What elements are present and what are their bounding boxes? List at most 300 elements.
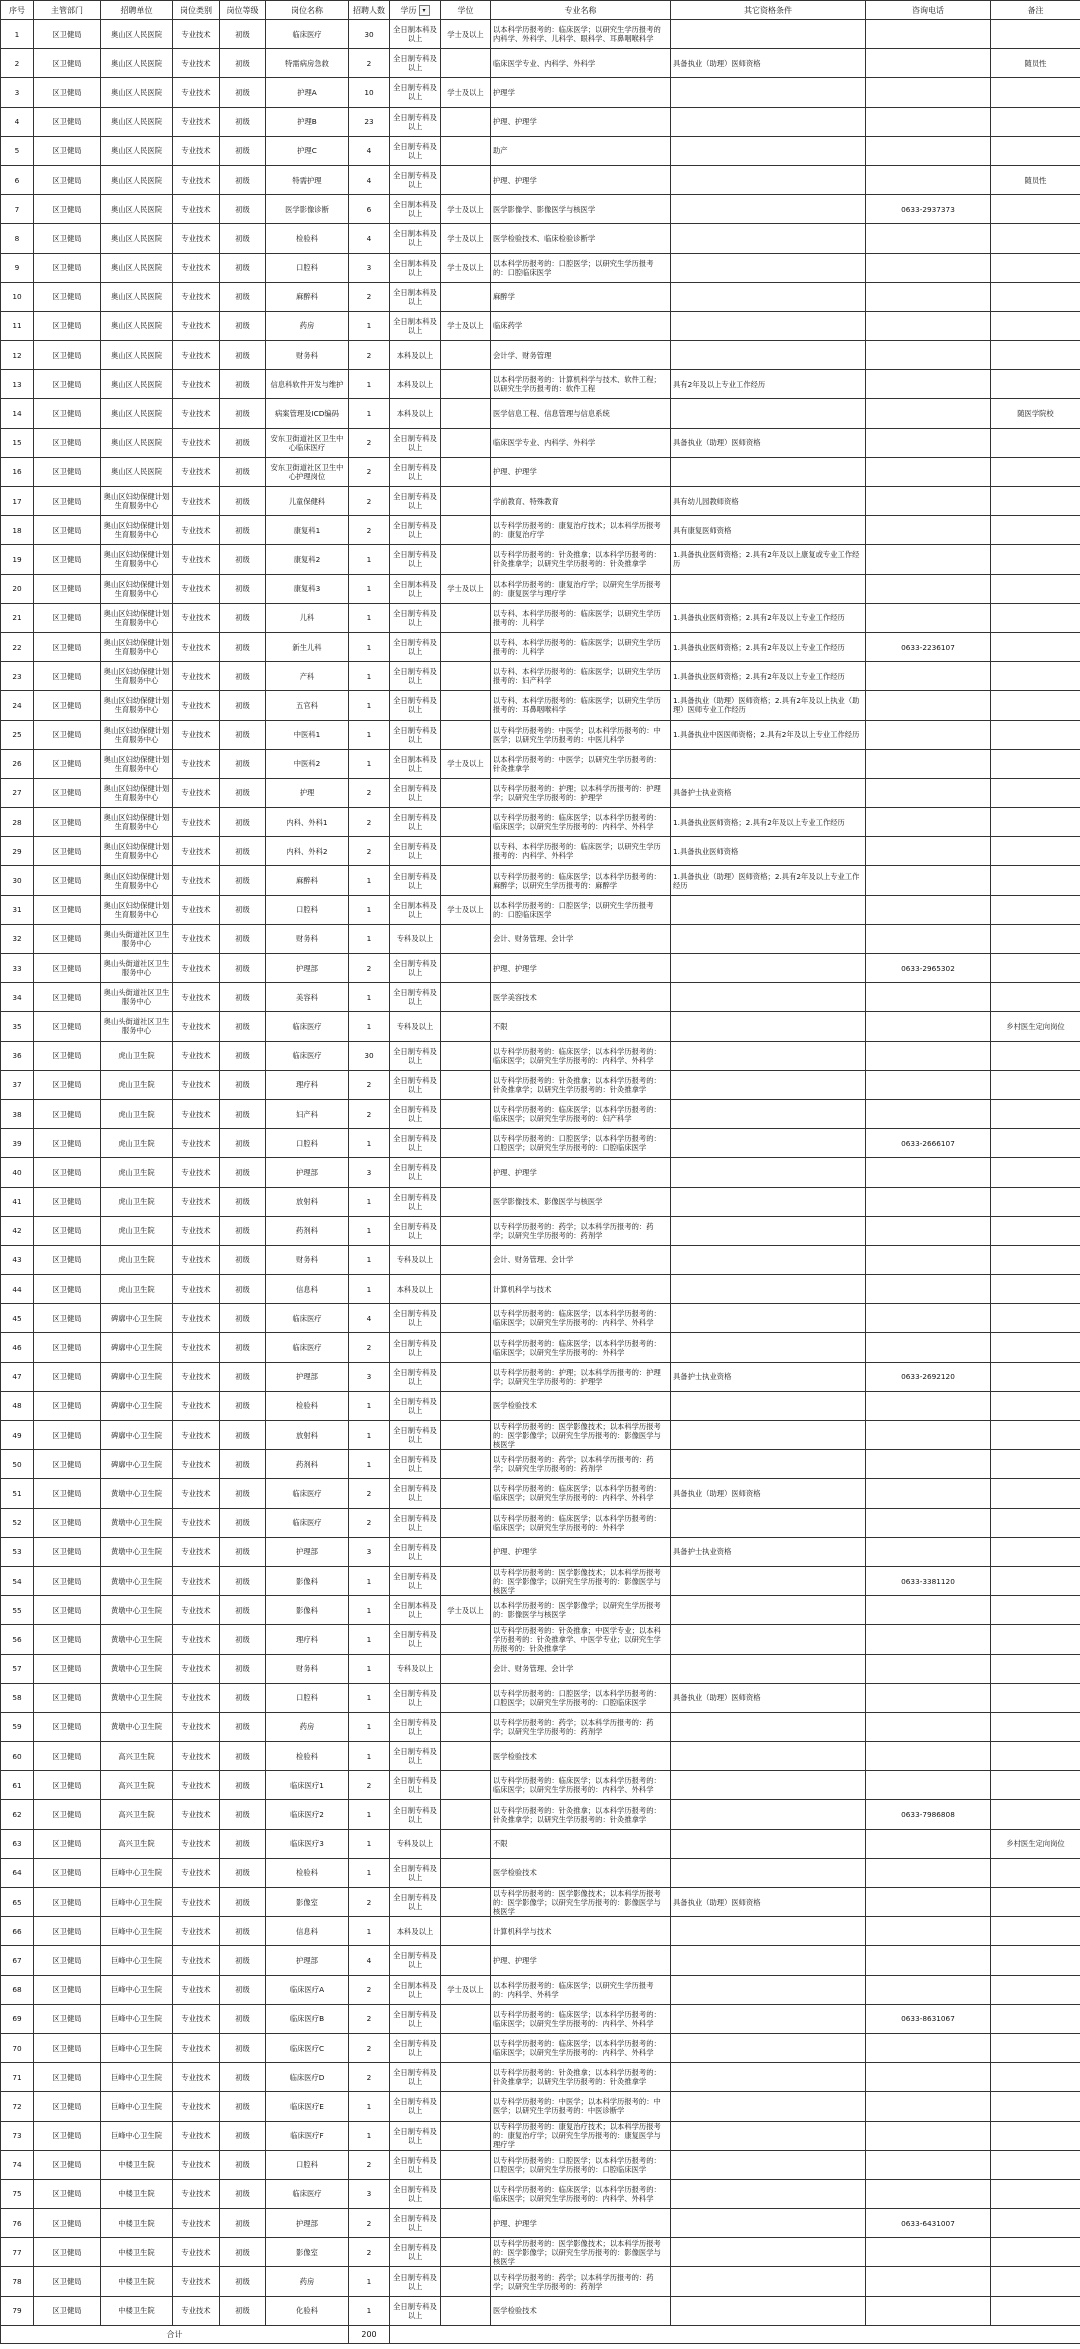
cell-post-level: 初级: [220, 545, 266, 574]
cell-major: 以专科学历报考的：口腔医学；以本科学历报考的：口腔医学；以研究生学历报考的：口腔临床医学: [491, 1683, 671, 1712]
cell-remarks: [991, 2238, 1080, 2267]
cell-remarks: [991, 370, 1080, 399]
table-row: [1, 428, 1080, 457]
cell-other-requirements: [671, 311, 866, 340]
cell-employer: 虎山卫生院: [101, 1129, 173, 1158]
cell-count: 3: [349, 1362, 390, 1391]
table-row: [1, 2296, 1080, 2325]
cell-count: 4: [349, 1304, 390, 1333]
cell-post-level: 初级: [220, 253, 266, 282]
cell-employer: 奥山区人民医院: [101, 195, 173, 224]
cell-other-requirements: [671, 1975, 866, 2004]
cell-employer: 巨峰中心卫生院: [101, 2033, 173, 2062]
cell-employer: 碑廓中心卫生院: [101, 1333, 173, 1362]
cell-post-level: 初级: [220, 282, 266, 311]
cell-count: 2: [349, 1771, 390, 1800]
cell-seq: 20: [1, 574, 34, 603]
cell-major: 以专科学历报考的：口腔医学；以本科学历报考的：口腔医学；以研究生学历报考的：口腔临床医学: [491, 2150, 671, 2179]
cell-employer: 奥山头街道社区卫生服务中心: [101, 954, 173, 983]
cell-major: 学前教育、特殊教育: [491, 487, 671, 516]
cell-employer: 奥山头街道社区卫生服务中心: [101, 1012, 173, 1041]
cell-phone: [866, 1829, 991, 1858]
cell-other-requirements: [671, 1712, 866, 1741]
cell-phone: [866, 2267, 991, 2296]
cell-employer: 巨峰中心卫生院: [101, 2004, 173, 2033]
cell-major: 以专科学历报考的：临床医学；以本科学历报考的：临床医学；以研究生学历报考的：内科学、外科学: [491, 1479, 671, 1508]
cell-seq: 78: [1, 2267, 34, 2296]
cell-post-name: 临床医疗E: [266, 2092, 349, 2121]
cell-post-level: 初级: [220, 1800, 266, 1829]
cell-count: 1: [349, 1829, 390, 1858]
table-row: [1, 1712, 1080, 1741]
cell-count: 1: [349, 370, 390, 399]
cell-post-category: 专业技术: [173, 1596, 220, 1625]
cell-department: 区卫健局: [34, 20, 101, 49]
cell-department: 区卫健局: [34, 136, 101, 165]
table-row: [1, 1129, 1080, 1158]
cell-education: 专科及以上: [390, 1829, 441, 1858]
cell-post-name: 临床医疗3: [266, 1829, 349, 1858]
cell-post-level: 初级: [220, 1333, 266, 1362]
table-row: [1, 1537, 1080, 1566]
cell-post-category: 专业技术: [173, 954, 220, 983]
cell-degree: [441, 2063, 491, 2092]
cell-major: 以专科学历报考的：护理；以本科学历报考的：护理学；以研究生学历报考的：护理学: [491, 778, 671, 807]
table-row: [1, 2092, 1080, 2121]
table-row: [1, 1946, 1080, 1975]
cell-post-level: 初级: [220, 866, 266, 895]
cell-remarks: [991, 1712, 1080, 1741]
cell-phone: [866, 457, 991, 486]
cell-post-name: 口腔科: [266, 895, 349, 924]
cell-post-level: 初级: [220, 1771, 266, 1800]
cell-seq: 53: [1, 1537, 34, 1566]
cell-count: 2: [349, 516, 390, 545]
cell-degree: [441, 1479, 491, 1508]
cell-employer: 虎山卫生院: [101, 1275, 173, 1304]
header-other-requirements: 其它资格条件: [671, 1, 866, 20]
cell-phone: [866, 1421, 991, 1450]
cell-remarks: [991, 2121, 1080, 2150]
cell-other-requirements: [671, 1450, 866, 1479]
cell-post-name: 理疗科: [266, 1625, 349, 1654]
cell-seq: 62: [1, 1800, 34, 1829]
cell-post-name: 产科: [266, 662, 349, 691]
cell-department: 区卫健局: [34, 895, 101, 924]
cell-education: 全日制专科及以上: [390, 2063, 441, 2092]
cell-department: 区卫健局: [34, 165, 101, 194]
cell-phone: [866, 49, 991, 78]
table-row: [1, 603, 1080, 632]
cell-count: 4: [349, 224, 390, 253]
cell-post-level: 初级: [220, 457, 266, 486]
cell-count: 4: [349, 165, 390, 194]
cell-count: 2: [349, 1975, 390, 2004]
cell-department: 区卫健局: [34, 1975, 101, 2004]
cell-major: 以专科学历报考的：口腔医学；以本科学历报考的：口腔医学；以研究生学历报考的：口腔临床医学: [491, 1129, 671, 1158]
cell-employer: 奥山区人民医院: [101, 49, 173, 78]
cell-education: 全日制本科及以上: [390, 195, 441, 224]
cell-remarks: [991, 428, 1080, 457]
cell-post-category: 专业技术: [173, 2004, 220, 2033]
cell-remarks: [991, 749, 1080, 778]
cell-phone: [866, 1333, 991, 1362]
cell-remarks: [991, 866, 1080, 895]
table-row: [1, 399, 1080, 428]
cell-employer: 奥山区人民医院: [101, 78, 173, 107]
cell-post-level: 初级: [220, 1712, 266, 1741]
cell-degree: 学士及以上: [441, 749, 491, 778]
cell-post-level: 初级: [220, 924, 266, 953]
cell-education: 全日制专科及以上: [390, 632, 441, 661]
cell-remarks: [991, 1450, 1080, 1479]
table-row: [1, 2150, 1080, 2179]
cell-post-name: 病案管理及ICD编码: [266, 399, 349, 428]
cell-education: 全日制专科及以上: [390, 1888, 441, 1917]
cell-other-requirements: [671, 1216, 866, 1245]
cell-education: 全日制专科及以上: [390, 1800, 441, 1829]
cell-count: 1: [349, 1421, 390, 1450]
cell-education: 全日制专科及以上: [390, 2238, 441, 2267]
cell-seq: 64: [1, 1858, 34, 1887]
cell-employer: 巨峰中心卫生院: [101, 1858, 173, 1887]
cell-employer: 巨峰中心卫生院: [101, 1917, 173, 1946]
cell-phone: [866, 1479, 991, 1508]
cell-post-category: 专业技术: [173, 2296, 220, 2325]
cell-department: 区卫健局: [34, 1917, 101, 1946]
cell-other-requirements: 具备执业（助理）医师资格: [671, 428, 866, 457]
cell-post-level: 初级: [220, 1391, 266, 1420]
cell-remarks: [991, 1275, 1080, 1304]
cell-major: 护理、护理学: [491, 1158, 671, 1187]
cell-employer: 奥山区妇幼保健计划生育服务中心: [101, 866, 173, 895]
cell-seq: 1: [1, 20, 34, 49]
cell-seq: 71: [1, 2063, 34, 2092]
cell-education: 全日制专科及以上: [390, 2267, 441, 2296]
cell-degree: [441, 1245, 491, 1274]
cell-phone: [866, 136, 991, 165]
cell-other-requirements: [671, 1070, 866, 1099]
cell-other-requirements: [671, 1829, 866, 1858]
cell-employer: 虎山卫生院: [101, 1099, 173, 1128]
cell-post-name: 信息科软件开发与维护: [266, 370, 349, 399]
cell-seq: 48: [1, 1391, 34, 1420]
cell-major: 以专科、本科学历报考的：临床医学；以研究生学历报考的：儿科学: [491, 603, 671, 632]
cell-post-level: 初级: [220, 1041, 266, 1070]
cell-employer: 中楼卫生院: [101, 2238, 173, 2267]
cell-post-category: 专业技术: [173, 1070, 220, 1099]
cell-other-requirements: 具有康复医师资格: [671, 516, 866, 545]
cell-remarks: [991, 2296, 1080, 2325]
cell-phone: [866, 1771, 991, 1800]
cell-post-level: 初级: [220, 487, 266, 516]
cell-department: 区卫健局: [34, 1187, 101, 1216]
cell-remarks: [991, 924, 1080, 953]
cell-other-requirements: [671, 136, 866, 165]
cell-post-category: 专业技术: [173, 1187, 220, 1216]
cell-remarks: [991, 1129, 1080, 1158]
cell-department: 区卫健局: [34, 1245, 101, 1274]
cell-employer: 巨峰中心卫生院: [101, 1975, 173, 2004]
cell-count: 2: [349, 954, 390, 983]
cell-count: 1: [349, 2296, 390, 2325]
cell-post-category: 专业技术: [173, 1245, 220, 1274]
cell-seq: 4: [1, 107, 34, 136]
cell-post-category: 专业技术: [173, 545, 220, 574]
cell-seq: 28: [1, 808, 34, 837]
cell-remarks: [991, 574, 1080, 603]
cell-education: 全日制专科及以上: [390, 1508, 441, 1537]
cell-education: 全日制专科及以上: [390, 2121, 441, 2150]
header-major: 专业名称: [491, 1, 671, 20]
cell-remarks: [991, 1654, 1080, 1683]
cell-post-level: 初级: [220, 516, 266, 545]
cell-major: 以专科、本科学历报考的：临床医学；以研究生学历报考的：耳鼻咽喉科学: [491, 691, 671, 720]
cell-education: 全日制专科及以上: [390, 2004, 441, 2033]
cell-count: 1: [349, 2121, 390, 2150]
cell-post-name: 信息科: [266, 1917, 349, 1946]
cell-seq: 27: [1, 778, 34, 807]
cell-phone: [866, 603, 991, 632]
cell-degree: [441, 545, 491, 574]
cell-post-category: 专业技术: [173, 2267, 220, 2296]
cell-other-requirements: [671, 2267, 866, 2296]
cell-education: 全日制专科及以上: [390, 837, 441, 866]
cell-post-name: 护理: [266, 778, 349, 807]
cell-remarks: [991, 1917, 1080, 1946]
cell-phone: [866, 1917, 991, 1946]
cell-major: 医学信息工程、信息管理与信息系统: [491, 399, 671, 428]
cell-count: 1: [349, 1129, 390, 1158]
table-row: [1, 1275, 1080, 1304]
cell-other-requirements: [671, 1742, 866, 1771]
cell-post-name: 护理B: [266, 107, 349, 136]
cell-post-level: 初级: [220, 399, 266, 428]
cell-post-name: 影像科: [266, 1566, 349, 1595]
cell-post-level: 初级: [220, 749, 266, 778]
cell-education: 全日制专科及以上: [390, 2209, 441, 2238]
cell-post-category: 专业技术: [173, 1975, 220, 2004]
cell-employer: 高兴卫生院: [101, 1771, 173, 1800]
cell-department: 区卫健局: [34, 720, 101, 749]
cell-department: 区卫健局: [34, 866, 101, 895]
cell-degree: 学士及以上: [441, 224, 491, 253]
cell-other-requirements: 具备执业（助理）医师资格: [671, 1683, 866, 1712]
cell-employer: 奥山区妇幼保健计划生育服务中心: [101, 603, 173, 632]
cell-seq: 15: [1, 428, 34, 457]
cell-post-category: 专业技术: [173, 78, 220, 107]
cell-post-category: 专业技术: [173, 1917, 220, 1946]
cell-post-level: 初级: [220, 1129, 266, 1158]
cell-phone: [866, 341, 991, 370]
table-row: [1, 1829, 1080, 1858]
table-row: [1, 1041, 1080, 1070]
cell-post-category: 专业技术: [173, 2033, 220, 2062]
cell-employer: 巨峰中心卫生院: [101, 2121, 173, 2150]
cell-count: 1: [349, 603, 390, 632]
cell-phone: [866, 983, 991, 1012]
cell-count: 2: [349, 2004, 390, 2033]
cell-major: 医学检验技术: [491, 1858, 671, 1887]
cell-phone: [866, 1537, 991, 1566]
cell-post-name: 临床医疗2: [266, 1800, 349, 1829]
cell-post-category: 专业技术: [173, 1712, 220, 1741]
cell-post-level: 初级: [220, 2092, 266, 2121]
cell-count: 2: [349, 2209, 390, 2238]
cell-seq: 75: [1, 2179, 34, 2208]
cell-department: 区卫健局: [34, 1391, 101, 1420]
cell-employer: 巨峰中心卫生院: [101, 1888, 173, 1917]
cell-major: 以专科学历报考的：护理；以本科学历报考的：护理学；以研究生学历报考的：护理学: [491, 1362, 671, 1391]
cell-post-category: 专业技术: [173, 1333, 220, 1362]
cell-department: 区卫健局: [34, 1771, 101, 1800]
cell-major: 助产: [491, 136, 671, 165]
cell-post-category: 专业技术: [173, 1888, 220, 1917]
cell-count: 2: [349, 487, 390, 516]
cell-department: 区卫健局: [34, 1450, 101, 1479]
cell-count: 2: [349, 1888, 390, 1917]
cell-phone: [866, 1070, 991, 1099]
cell-seq: 18: [1, 516, 34, 545]
cell-count: 1: [349, 1187, 390, 1216]
cell-post-name: 新生儿科: [266, 632, 349, 661]
cell-seq: 54: [1, 1566, 34, 1595]
cell-education: 全日制本科及以上: [390, 311, 441, 340]
cell-count: 2: [349, 1333, 390, 1362]
header-department: 主管部门: [34, 1, 101, 20]
cell-other-requirements: [671, 1245, 866, 1274]
cell-post-category: 专业技术: [173, 1537, 220, 1566]
cell-count: 1: [349, 895, 390, 924]
cell-post-name: 信息科: [266, 1275, 349, 1304]
cell-remarks: [991, 808, 1080, 837]
cell-phone: 0633-2692120: [866, 1362, 991, 1391]
cell-remarks: [991, 341, 1080, 370]
cell-seq: 68: [1, 1975, 34, 2004]
cell-department: 区卫健局: [34, 2238, 101, 2267]
cell-post-name: 麻醉科: [266, 866, 349, 895]
cell-count: 1: [349, 1566, 390, 1595]
cell-degree: [441, 2179, 491, 2208]
cell-other-requirements: 具备执业（助理）医师资格: [671, 49, 866, 78]
cell-remarks: [991, 1975, 1080, 2004]
table-row: [1, 224, 1080, 253]
cell-employer: 中楼卫生院: [101, 2209, 173, 2238]
cell-employer: 奥山头街道社区卫生服务中心: [101, 983, 173, 1012]
cell-remarks: [991, 1683, 1080, 1712]
cell-post-level: 初级: [220, 1070, 266, 1099]
cell-employer: 奥山区妇幼保健计划生育服务中心: [101, 895, 173, 924]
cell-post-name: 护理部: [266, 954, 349, 983]
cell-department: 区卫健局: [34, 1275, 101, 1304]
cell-education: 全日制本科及以上: [390, 20, 441, 49]
cell-other-requirements: 具备护士执业资格: [671, 1537, 866, 1566]
cell-major: 医学影像技术、影像医学与核医学: [491, 1187, 671, 1216]
header-post-category: 岗位类别: [173, 1, 220, 20]
cell-degree: [441, 1275, 491, 1304]
cell-post-name: 医学影像诊断: [266, 195, 349, 224]
cell-employer: 黄墩中心卫生院: [101, 1566, 173, 1595]
cell-post-level: 初级: [220, 224, 266, 253]
cell-major: 计算机科学与技术: [491, 1275, 671, 1304]
cell-post-name: 儿童保健科: [266, 487, 349, 516]
cell-other-requirements: [671, 2296, 866, 2325]
cell-count: 2: [349, 1099, 390, 1128]
cell-education: 全日制专科及以上: [390, 1858, 441, 1887]
cell-department: 区卫健局: [34, 224, 101, 253]
cell-post-level: 初级: [220, 2267, 266, 2296]
header-seq: 序号: [1, 1, 34, 20]
cell-phone: [866, 1450, 991, 1479]
cell-other-requirements: [671, 2179, 866, 2208]
cell-post-name: 放射科: [266, 1421, 349, 1450]
cell-phone: [866, 2150, 991, 2179]
cell-phone: [866, 1742, 991, 1771]
cell-seq: 50: [1, 1450, 34, 1479]
cell-phone: [866, 778, 991, 807]
cell-other-requirements: [671, 1391, 866, 1420]
cell-remarks: [991, 778, 1080, 807]
cell-post-level: 初级: [220, 1450, 266, 1479]
cell-remarks: [991, 2179, 1080, 2208]
cell-degree: [441, 1771, 491, 1800]
cell-education: 全日制专科及以上: [390, 691, 441, 720]
cell-education: 全日制专科及以上: [390, 1391, 441, 1420]
cell-post-category: 专业技术: [173, 49, 220, 78]
cell-phone: [866, 1245, 991, 1274]
cell-phone: [866, 253, 991, 282]
cell-count: 1: [349, 1800, 390, 1829]
cell-seq: 32: [1, 924, 34, 953]
cell-seq: 13: [1, 370, 34, 399]
cell-phone: [866, 545, 991, 574]
cell-remarks: [991, 1041, 1080, 1070]
cell-remarks: [991, 2033, 1080, 2062]
cell-employer: 黄墩中心卫生院: [101, 1654, 173, 1683]
cell-post-category: 专业技术: [173, 1800, 220, 1829]
cell-degree: [441, 341, 491, 370]
cell-other-requirements: 1.具备执业医师资格；2.具有2年及以上专业工作经历: [671, 603, 866, 632]
filter-dropdown-icon[interactable]: ▾: [419, 5, 430, 16]
cell-education: 专科及以上: [390, 924, 441, 953]
cell-department: 区卫健局: [34, 487, 101, 516]
cell-employer: 黄墩中心卫生院: [101, 1625, 173, 1654]
cell-degree: [441, 1216, 491, 1245]
cell-education: 全日制专科及以上: [390, 2092, 441, 2121]
cell-count: 1: [349, 1917, 390, 1946]
table-row: [1, 1421, 1080, 1450]
cell-count: 2: [349, 428, 390, 457]
cell-post-category: 专业技术: [173, 603, 220, 632]
cell-count: 1: [349, 1712, 390, 1741]
cell-education: 全日制专科及以上: [390, 2179, 441, 2208]
cell-post-level: 初级: [220, 2121, 266, 2150]
cell-major: 医学影像学、影像医学与核医学: [491, 195, 671, 224]
cell-post-category: 专业技术: [173, 1625, 220, 1654]
cell-count: 2: [349, 457, 390, 486]
cell-remarks: 随员性: [991, 49, 1080, 78]
cell-phone: [866, 487, 991, 516]
cell-count: 1: [349, 632, 390, 661]
cell-remarks: 随医学院校: [991, 399, 1080, 428]
cell-major: 以专科学历报考的：针灸推拿；以本科学历报考的：针灸推拿学；以研究生学历报考的：针灸推拿学: [491, 545, 671, 574]
cell-post-category: 专业技术: [173, 1742, 220, 1771]
cell-post-name: 内科、外科2: [266, 837, 349, 866]
cell-count: 3: [349, 2179, 390, 2208]
cell-post-name: 临床医疗: [266, 1304, 349, 1333]
cell-post-level: 初级: [220, 1479, 266, 1508]
cell-seq: 23: [1, 662, 34, 691]
